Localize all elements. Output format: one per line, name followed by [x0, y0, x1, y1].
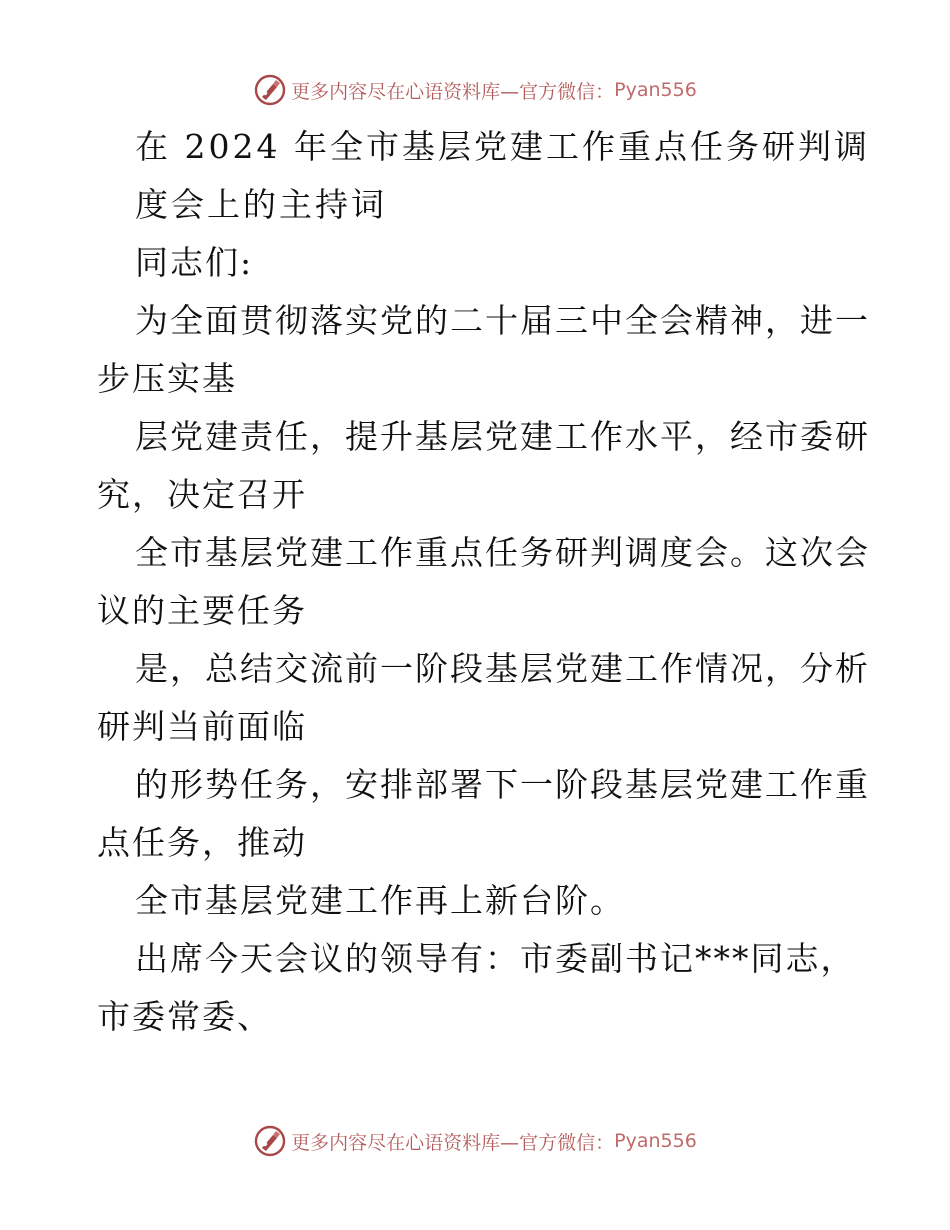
- paragraph-5: 的形势任务，安排部署下一阶段基层党建工作重点任务，推动: [97, 765, 870, 862]
- pen-logo-icon: [253, 73, 287, 107]
- watermark-account: Pyan556: [614, 1130, 697, 1152]
- pen-logo-icon: [253, 1124, 287, 1158]
- document-title-line-1: 在 2024 年全市基层党建工作重点任务研判调: [135, 127, 870, 166]
- header-watermark: [0, 70, 950, 110]
- watermark-text: 更多内容尽在心语资料库—官方微信：: [291, 80, 615, 103]
- watermark-text: 更多内容尽在心语资料库—官方微信：: [291, 1131, 615, 1154]
- paragraph-6: 全市基层党建工作再上新台阶。: [135, 881, 625, 920]
- salutation: 同志们:: [135, 243, 254, 282]
- footer-watermark: [0, 1121, 950, 1161]
- document-body: [97, 118, 887, 1046]
- paragraph-2: 层党建责任，提升基层党建工作水平，经市委研究，决定召开: [97, 417, 870, 514]
- paragraph-7: 出席今天会议的领导有：市委副书记***同志，市委常委、: [97, 939, 856, 1036]
- paragraph-3: 全市基层党建工作重点任务研判调度会。这次会议的主要任务: [97, 533, 870, 630]
- watermark-account: Pyan556: [614, 79, 697, 101]
- document-title-line-2: 度会上的主持词: [135, 185, 387, 224]
- paragraph-4: 是，总结交流前一阶段基层党建工作情况，分析研判当前面临: [97, 649, 870, 746]
- paragraph-1: 为全面贯彻落实党的二十届三中全会精神，进一步压实基: [97, 301, 870, 398]
